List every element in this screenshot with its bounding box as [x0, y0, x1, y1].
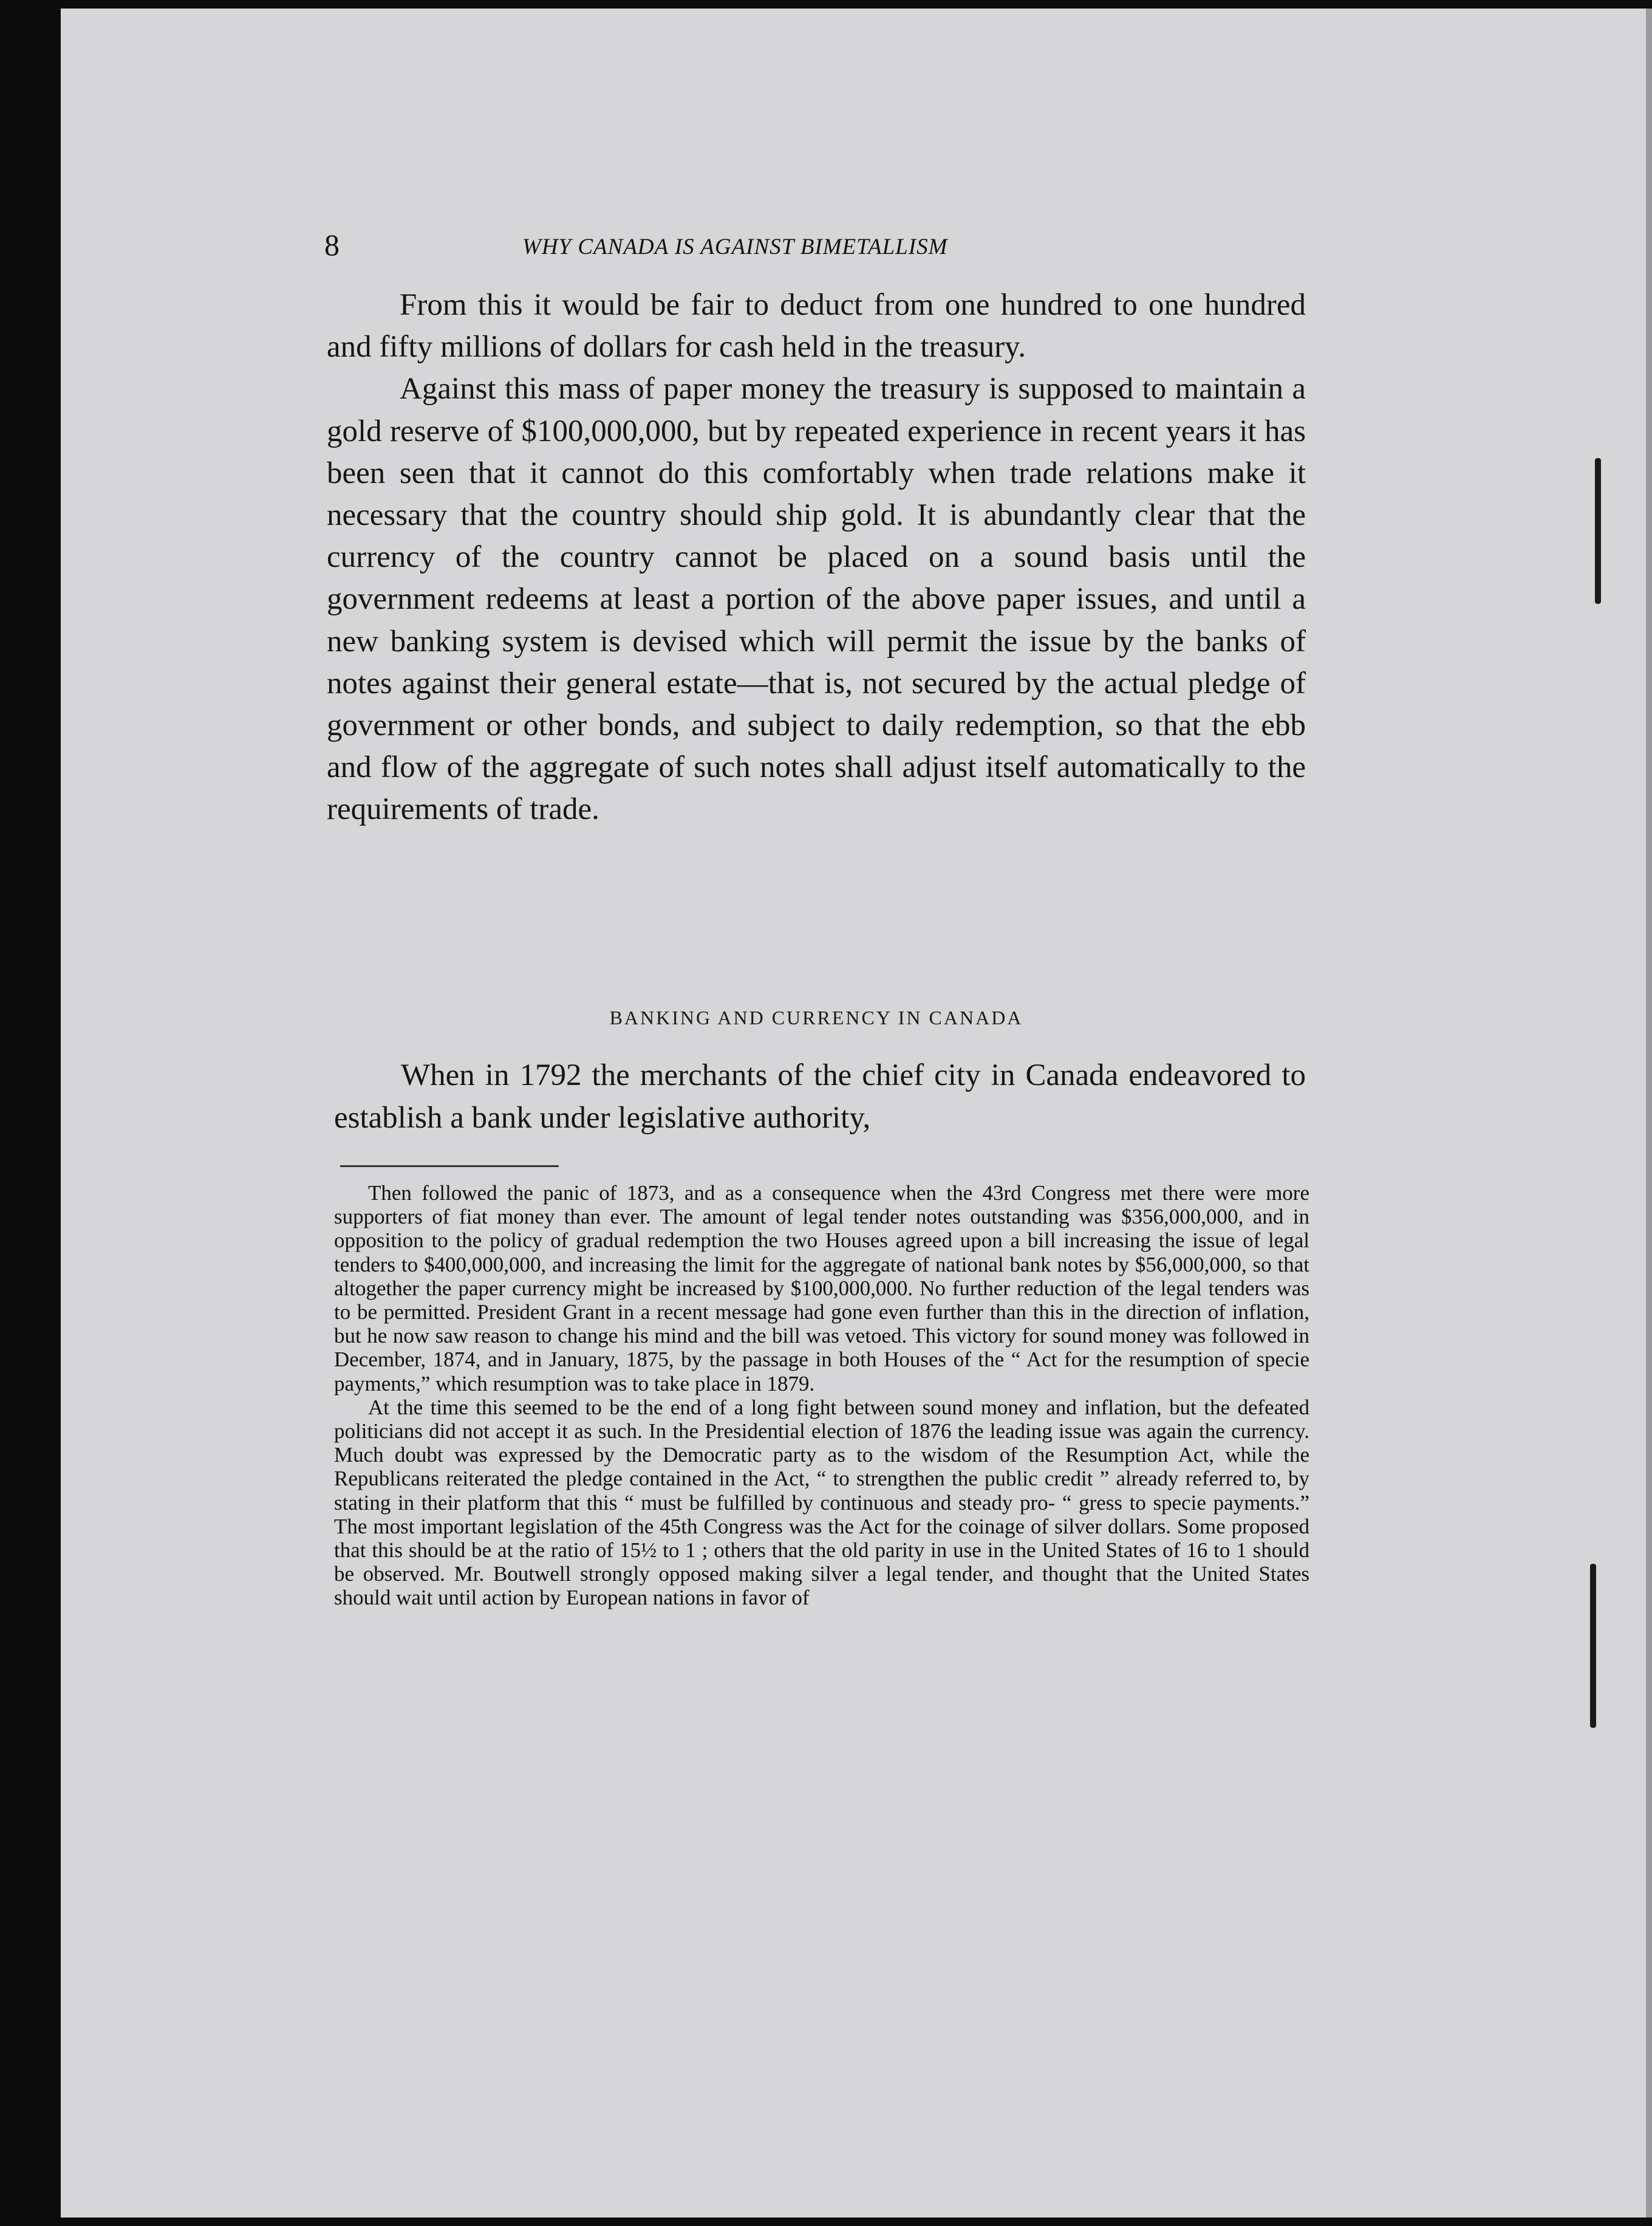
paragraph: Against this mass of paper money the treasury is supposed to maintain a gold reserve of $100,000,000, but by repeated experience in recent years it has been seen that it cannot do this comfortably when trade relations make it necessary that the country should ship gold. It is abundantly clear that the currency of the country cannot be placed on a sound basis until the government redeems at least a portion of the above paper issues, and until a new banking system is devised which will permit the issue by the banks of notes against their general estate—that is, not secured by the actual pledge of government or other bonds, and subject to daily redemption, so that the ebb and flow of the aggregate of such notes shall adjust itself automatically to the requirements of trade.	[327, 372, 1306, 827]
section-text	[334, 1055, 1306, 1139]
page-number: 8	[324, 228, 340, 262]
binding-mark-upper	[1595, 458, 1601, 604]
running-head: WHY CANADA IS AGAINST BIMETALLISM	[522, 235, 948, 259]
page-header	[261, 224, 1306, 266]
footnote-divider	[340, 1165, 559, 1167]
footnotes	[334, 1181, 1309, 1610]
section-heading: BANKING AND CURRENCY IN CANADA	[609, 1007, 1023, 1029]
main-text	[327, 284, 1306, 831]
paragraph: From this it would be fair to deduct from one hundred to one hundred and fifty millions of dollars for cash held in the treasury.	[327, 288, 1306, 365]
paragraph: When in 1792 the merchants of the chief city in Canada endeavored to establish a bank under legislative authority,	[334, 1058, 1306, 1135]
footnote-paragraph: At the time this seemed to be the end of a long fight between sound money and inflation, but the defeated politicians did not accept it as such. In the Presidential election of 1876 the leading issue was again the currency. Much doubt was expressed by the Democratic party as to the wisdom of the Resumption Act, while the Republicans reiterated the pledge contained in the Act, “ to strengthen the public credit ” already referred to, by stating in their platform that this “ must be fulfilled by continuous and steady pro- “ gress to specie payments.” The most important legislation of the 45th Congress was the Act for the coinage of silver dollars. Some proposed that this should be at the ratio of 15½ to 1 ; others that the old parity in use in the United States of 16 to 1 should be observed. Mr. Boutwell strongly opposed making silver a legal tender, and thought that the United States should wait until action by European nations in favor of	[334, 1395, 1309, 1610]
footnote-paragraph: Then followed the panic of 1873, and as a consequence when the 43rd Congress met there were more supporters of fiat money than ever. The amount of legal tender notes outstanding was $356,000,000, and in opposition to the policy of gradual redemption the two Houses agreed upon a bill increasing the issue of legal tenders to $400,000,000, and increasing the limit for the aggregate of national bank notes by $56,000,000, so that altogether the paper currency might be increased by $100,000,000. No further reduction of the legal tenders was to be permitted. President Grant in a recent message had gone even further than this in the direction of inflation, but he now saw reason to change his mind and the bill was vetoed. This victory for sound money was followed in December, 1874, and in January, 1875, by the passage in both Houses of the “ Act for the resumption of specie payments,” which resumption was to take place in 1879.	[334, 1181, 1309, 1396]
page-edge-shadow	[1646, 9, 1652, 2217]
binding-mark-lower	[1590, 1564, 1596, 1728]
